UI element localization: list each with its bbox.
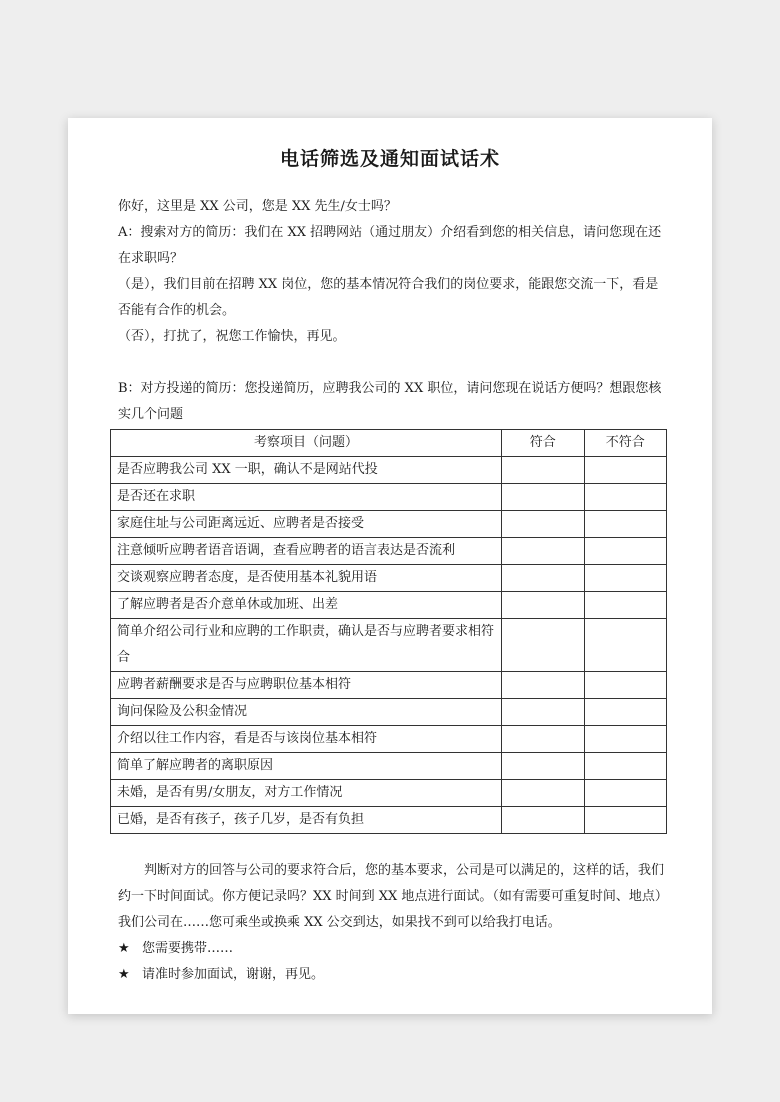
table-row — [111, 780, 667, 807]
mismatch-cell — [584, 592, 667, 619]
closing-paragraph: 判断对方的回答与公司的要求符合后，您的基本要求，公司是可以满足的，这样的话，我们约一下时间面试。你方便记录吗？XX 时间到 XX 地点进行面试。（如有需要可重复时间、地点）我们公司在……您可乘坐或换乘 XX 公交到达，如果找不到可以给我打电话。 — [118, 863, 668, 930]
table-row — [111, 807, 667, 834]
mismatch-cell — [584, 619, 667, 672]
match-cell — [502, 619, 584, 672]
row-question: 简单了解应聘者的离职原因 — [111, 753, 502, 780]
header-mismatch: 不符合 — [584, 430, 667, 457]
row-question: 简单介绍公司行业和应聘的工作职责，确认是否与应聘者要求相符合 — [111, 619, 502, 672]
row-question: 了解应聘者是否介意单休或加班、出差 — [111, 592, 502, 619]
row-question: 介绍以往工作内容，看是否与该岗位基本相符 — [111, 726, 502, 753]
mismatch-cell — [584, 484, 667, 511]
intro-line: 你好，这里是 XX 公司，您是 XX 先生/女士吗？ — [118, 199, 397, 214]
row-question: 交谈观察应聘者态度，是否使用基本礼貌用语 — [111, 565, 502, 592]
star-icon: ★ — [118, 941, 130, 956]
match-cell — [502, 592, 584, 619]
header-match: 符合 — [502, 430, 584, 457]
table-row — [111, 484, 667, 511]
closing-section — [118, 858, 670, 988]
mismatch-cell — [584, 807, 667, 834]
match-cell — [502, 484, 584, 511]
match-cell — [502, 511, 584, 538]
table-row — [111, 592, 667, 619]
table-row — [111, 726, 667, 753]
mismatch-cell — [584, 565, 667, 592]
match-cell — [502, 538, 584, 565]
mismatch-cell — [584, 538, 667, 565]
section-b-text: B：对方投递的简历：您投递简历，应聘我公司的 XX 职位，请问您现在说话方便吗？想跟您核实几个问题 — [118, 381, 662, 422]
table-row — [111, 753, 667, 780]
table-row — [111, 699, 667, 726]
bullet-item — [118, 962, 670, 988]
header-item: 考察项目（问题） — [111, 430, 502, 457]
intro-section — [118, 194, 668, 350]
mismatch-cell — [584, 726, 667, 753]
row-question: 应聘者薪酬要求是否与应聘职位基本相符 — [111, 672, 502, 699]
match-cell — [502, 457, 584, 484]
table-header-row — [111, 430, 667, 457]
row-question: 是否还在求职 — [111, 484, 502, 511]
match-cell — [502, 565, 584, 592]
mismatch-cell — [584, 672, 667, 699]
row-question: 是否应聘我公司 XX 一职，确认不是网站代投 — [111, 457, 502, 484]
document-title: 电话筛选及通知面试话术 — [279, 148, 500, 170]
intro-line: （否），打扰了，祝您工作愉快，再见。 — [118, 329, 346, 344]
match-cell — [502, 672, 584, 699]
bullet-text: 您需要携带…… — [142, 941, 234, 956]
match-cell — [502, 753, 584, 780]
mismatch-cell — [584, 511, 667, 538]
match-cell — [502, 726, 584, 753]
row-question: 已婚，是否有孩子，孩子几岁，是否有负担 — [111, 807, 502, 834]
match-cell — [502, 780, 584, 807]
table-row — [111, 619, 667, 672]
document-page — [68, 118, 712, 1014]
mismatch-cell — [584, 699, 667, 726]
intro-line: （是），我们目前在招聘 XX 岗位，您的基本情况符合我们的岗位要求，能跟您交流一下，看是否能有合作的机会。 — [118, 277, 659, 318]
section-b — [118, 376, 668, 428]
bullet-text: 请准时参加面试，谢谢，再见。 — [142, 967, 325, 982]
star-icon: ★ — [118, 967, 130, 982]
row-question: 未婚，是否有男/女朋友，对方工作情况 — [111, 780, 502, 807]
match-cell — [502, 807, 584, 834]
table-row — [111, 457, 667, 484]
row-question: 询问保险及公积金情况 — [111, 699, 502, 726]
match-cell — [502, 699, 584, 726]
table-row — [111, 511, 667, 538]
mismatch-cell — [584, 753, 667, 780]
mismatch-cell — [584, 457, 667, 484]
bullet-item — [118, 936, 670, 962]
row-question: 注意倾听应聘者语音语调，查看应聘者的语言表达是否流利 — [111, 538, 502, 565]
table-row — [111, 538, 667, 565]
table-row — [111, 565, 667, 592]
checklist-table — [110, 429, 667, 834]
mismatch-cell — [584, 780, 667, 807]
table-row — [111, 672, 667, 699]
row-question: 家庭住址与公司距离远近、应聘者是否接受 — [111, 511, 502, 538]
intro-line: A：搜索对方的简历：我们在 XX 招聘网站（通过朋友）介绍看到您的相关信息，请问您现在还在求职吗？ — [118, 225, 662, 266]
